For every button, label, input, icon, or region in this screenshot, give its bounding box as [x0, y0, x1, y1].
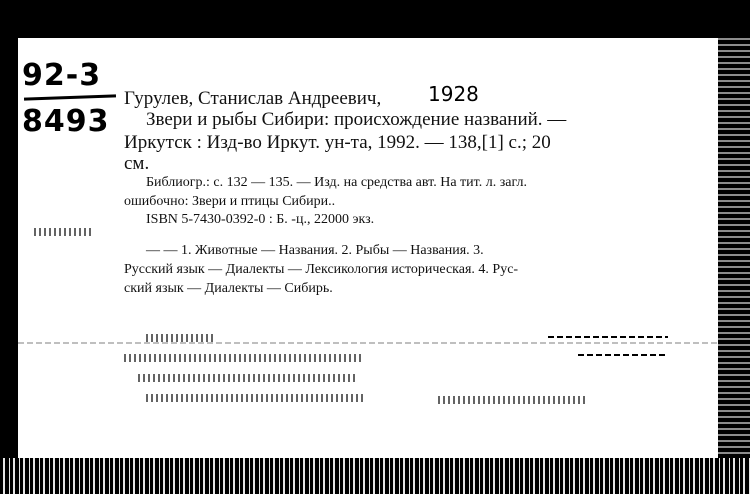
faded-text-smudge: [146, 334, 216, 342]
subjects-line-1: — — 1. Животные — Названия. 2. Рыбы — Названия. 3.: [146, 243, 484, 258]
title-line-3: см.: [124, 153, 150, 174]
call-number-bottom: 8493: [22, 104, 110, 139]
faded-text-smudge: [438, 396, 588, 404]
faded-stamp-mark: [34, 228, 94, 236]
author-heading: Гурулев, Станислав Андреевич,: [124, 88, 382, 109]
note-line-1: Библиогр.: с. 132 — 135. — Изд. на средства авт. На тит. л. загл.: [146, 175, 527, 190]
scan-noise-bottom: [0, 458, 750, 494]
stamp-rule: [578, 354, 668, 356]
subjects-line-2: Русский язык — Диалекты — Лексикология историческая. 4. Рус-: [124, 262, 519, 277]
title-line-2: Иркутск : Изд-во Иркут. ун-та, 1992. — 138,[1] с.; 20: [124, 132, 551, 153]
faded-text-smudge: [138, 374, 358, 382]
fold-line: [18, 342, 718, 344]
scan-edge-right: [718, 38, 750, 458]
scan-border-top: [0, 0, 750, 38]
subjects-line-3: ский язык — Диалекты — Сибирь.: [124, 281, 333, 296]
faded-text-smudge: [146, 394, 366, 402]
call-number-top: 92-3: [22, 58, 102, 93]
faded-text-smudge: [124, 354, 364, 362]
note-line-2: ошибочно: Звери и птицы Сибири..: [124, 194, 336, 209]
year-handwritten: 1928: [428, 82, 479, 106]
title-line-1: Звери и рыбы Сибири: происхождение названий. —: [146, 109, 567, 130]
call-number-divider: [24, 94, 116, 100]
stamp-rule: [548, 336, 668, 338]
catalog-card: [18, 38, 718, 458]
isbn-line: ISBN 5-7430-0392-0 : Б. -ц., 22000 экз.: [146, 212, 375, 227]
